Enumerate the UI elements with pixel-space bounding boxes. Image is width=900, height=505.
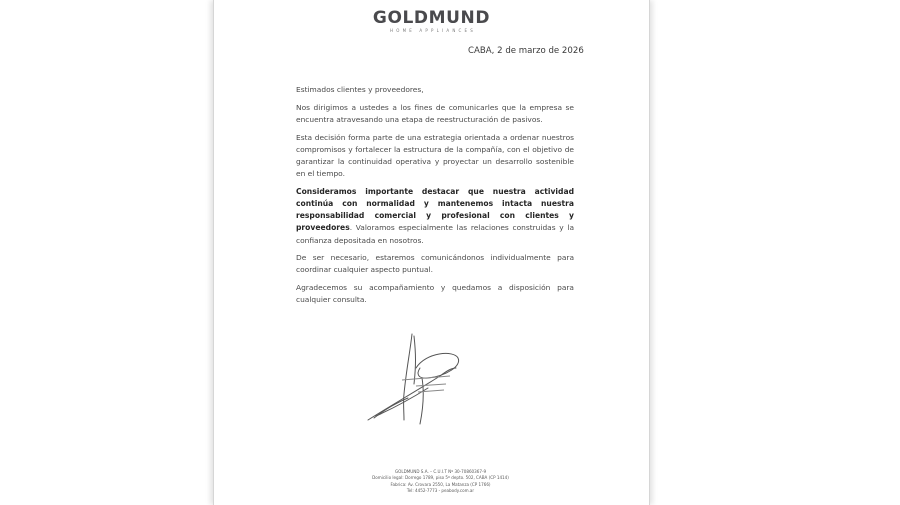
salutation: Estimados clientes y proveedores,	[296, 85, 424, 94]
paragraph-4: De ser necesario, estaremos comunicándonos individualmente para coordinar cualquier aspecto puntual.	[296, 253, 574, 275]
signature-icon	[354, 332, 484, 428]
letter-footer	[214, 469, 649, 494]
paragraph-2: Esta decisión forma parte de una estrategia orientada a ordenar nuestros compromisos y fortalecer la estructura de la compañía, con el objetivo de garantizar la continuidad operativa y proyectar un desarrollo sostenible en el tiempo.	[296, 132, 574, 179]
footer-address-line: Domicilio legal: Dorrego 1789, piso 5º depto. 502, CABA (CP 1414)	[372, 475, 509, 481]
letterhead-logo	[214, 9, 649, 33]
emphasized-statement: Consideramos importante destacar que nuestra actividad continúa con normalidad y mantenemos intacta nuestra responsabilidad comercial y profesional con clientes y proveedores	[296, 186, 574, 233]
footer-company-line: GOLDMUND S.A. – C.U.I.T Nº 30-70860367-9	[394, 469, 487, 474]
paragraph-3-rest: . Valoramos especialmente las relaciones construidas y la confianza depositada en nosotros.	[296, 223, 574, 245]
paragraph-5: Agradecemos su acompañamiento y quedamos a disposición para cualquier consulta.	[296, 282, 574, 304]
letter-body	[296, 84, 574, 311]
paragraph-3	[296, 186, 574, 247]
paragraph-1: Nos dirigimos a ustedes a los fines de comunicarles que la empresa se encuentra atravesando una etapa de reestructuración de pasivos.	[296, 103, 574, 125]
letter-page	[213, 0, 650, 505]
footer-contact-line: Tel: 4452-7773 - peabody.com.ar	[406, 487, 475, 493]
brand-name: GOLDMUND	[372, 8, 491, 28]
footer-factory-line: Fabrica: Av. Crovara 2550, La Matanza (CP 1766)	[390, 481, 491, 487]
brand-tagline: HOME APPLIANCES	[390, 28, 476, 33]
letter-date: CABA, 2 de marzo de 2026	[468, 46, 584, 56]
